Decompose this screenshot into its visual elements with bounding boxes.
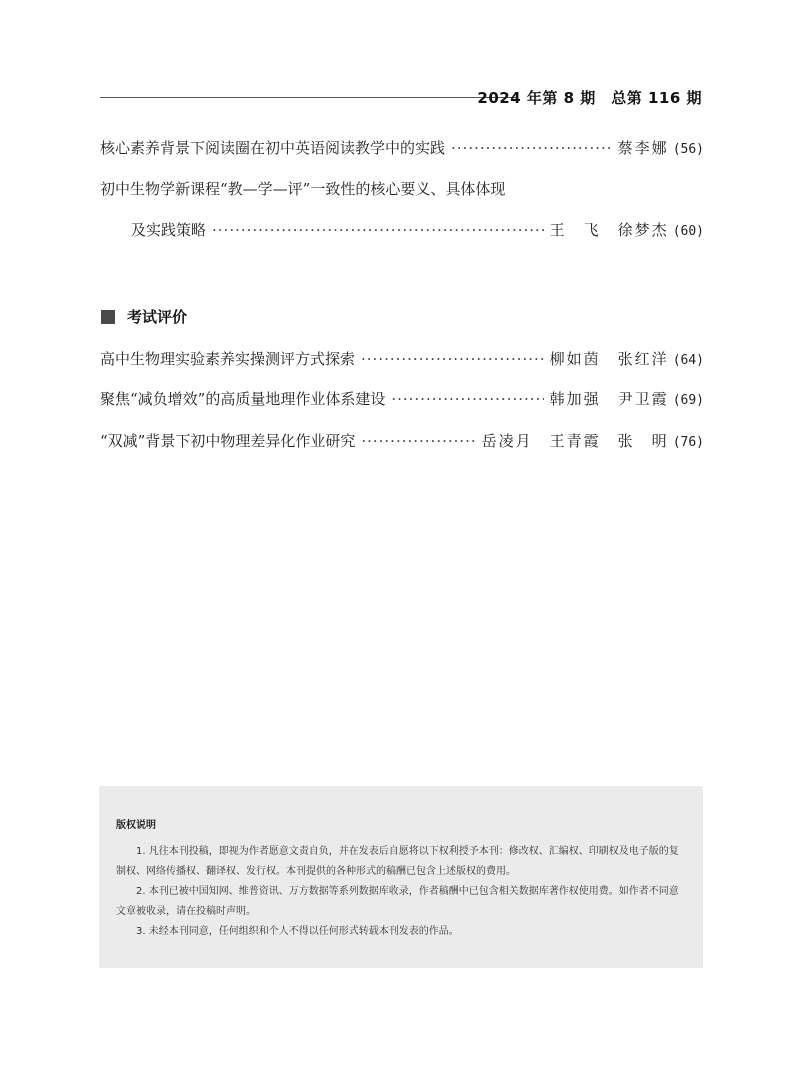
toc-entry-title: 核心素养背景下阅读圈在初中英语阅读教学中的实践 (100, 139, 446, 157)
toc-entry-page: (64) (672, 353, 704, 368)
toc-entry-page: (69) (672, 393, 704, 408)
leader-dots (391, 389, 543, 409)
toc-entry[interactable] (100, 389, 704, 411)
toc-entry-authors: 柳如茵 张红洋 (549, 350, 669, 368)
leader-dots (451, 138, 612, 158)
toc-entry-authors: 韩加强 尹卫霞 (549, 390, 669, 408)
section-title: 考试评价 (127, 308, 188, 326)
copyright-item: 2. 本刊已被中国知网、维普资讯、万方数据等系列数据库收录，作者稿酬中已包含相关数据库著作权使用费。如作者不同意文章被收录，请在投稿时声明。 (116, 886, 679, 917)
header-rule (100, 97, 518, 98)
square-bullet-icon (101, 310, 115, 324)
leader-dots (361, 431, 475, 451)
toc-entry-page: (76) (672, 435, 704, 450)
toc-entry-authors: 王 飞 徐梦杰 (549, 221, 669, 239)
toc-entry[interactable] (131, 220, 704, 242)
copyright-item: 1. 凡往本刊投稿，即视为作者愿意文责自负，并在发表后自愿将以下权利授予本刊：修改权、汇编权、印刷权及电子版的复制权、网络传播权、翻译权、发行权。本刊提供的各种形式的稿酬已包含上述版权的费用。 (116, 846, 679, 877)
leader-dots (361, 349, 544, 369)
toc-entry-title: 聚焦“减负增效”的高质量地理作业体系建设 (100, 390, 386, 408)
toc-entry-authors: 蔡李娜 (617, 139, 669, 157)
toc-entry-title-line2: 及实践策略 (131, 221, 207, 239)
leader-dots (212, 220, 544, 240)
toc-entry[interactable] (100, 431, 704, 453)
copyright-notice (99, 786, 703, 968)
toc-entry-page: (60) (672, 224, 704, 239)
toc-entry-title-line1[interactable]: 初中生物学新课程“教—学—评”一致性的核心要义、具体体现 (100, 180, 506, 198)
toc-entry-title: “双减”背景下初中物理差异化作业研究 (100, 432, 356, 450)
toc-entry-page: (56) (672, 142, 704, 157)
toc-entry[interactable] (100, 138, 704, 160)
section-heading (101, 306, 187, 327)
copyright-heading: 版权说明 (116, 820, 156, 831)
toc-entry[interactable] (100, 349, 704, 371)
copyright-item: 3. 未经本刊同意，任何组织和个人不得以任何形式转载本刊发表的作品。 (136, 926, 459, 937)
issue-info: 2024 年第 8 期 总第 116 期 (477, 89, 702, 107)
toc-entry-authors: 岳凌月 王青霞 张 明 (481, 432, 669, 450)
toc-entry-title: 高中生物理实验素养实操测评方式探索 (100, 350, 356, 368)
